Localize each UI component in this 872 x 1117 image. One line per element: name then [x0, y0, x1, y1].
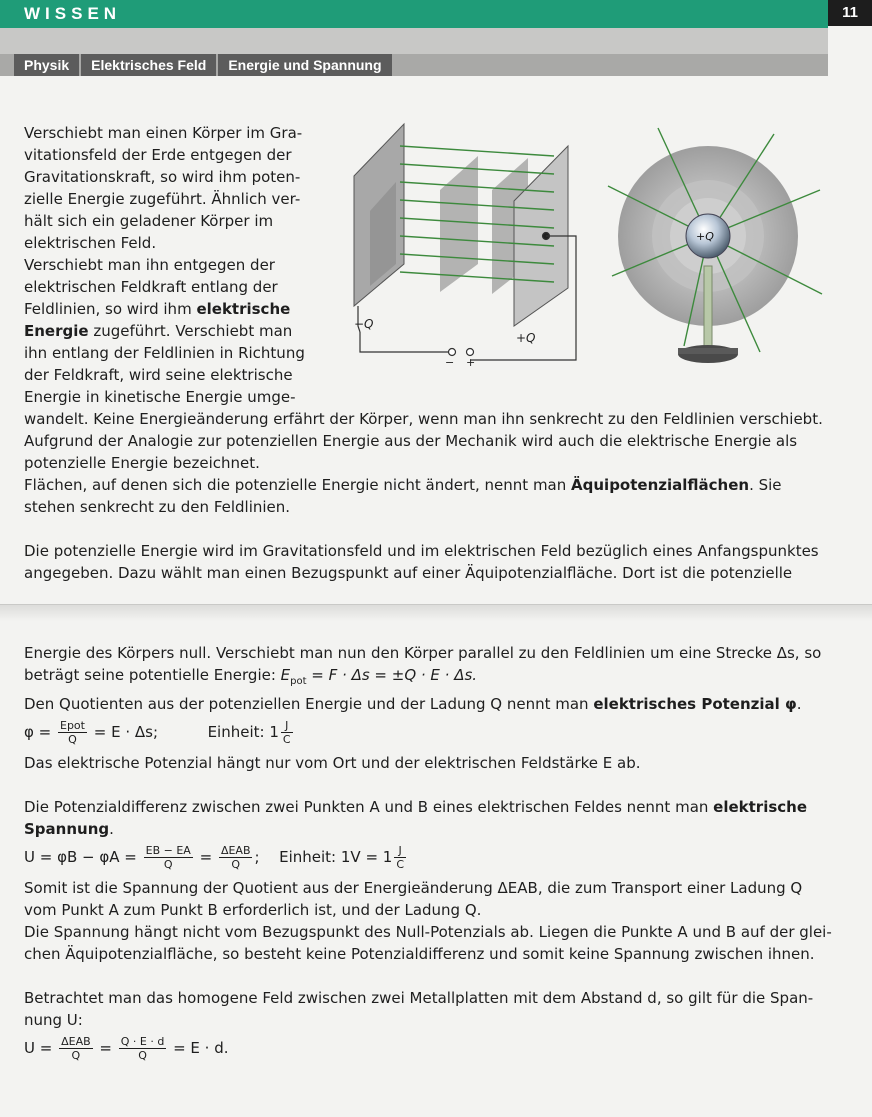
paragraph-potential-definition: Den Quotienten aus der potenziellen Energie und der Ladung Q nennt man elektrisches Potenzial φ.: [24, 695, 802, 713]
breadcrumb-item-energie-und-spannung: Energie und Spannung: [218, 54, 391, 76]
charged-sphere-diagram: [608, 128, 822, 363]
term-energie: Energie: [24, 322, 89, 340]
section-title: WISSEN: [24, 4, 122, 23]
intro-line-7: Verschiebt man ihn entgegen der: [24, 256, 275, 274]
intro-line-9: Feldlinien, so wird ihm elektrische: [24, 300, 291, 318]
formula-voltage: U = φB − φA = $\frac{EB - EA}{Q}$ = $\frac{\text{ΔEAB}}{Q}$ ; Einheit: 1V = 1 $\frac{J}{C}$: [24, 844, 405, 871]
breadcrumb-item-physik: Physik: [14, 54, 79, 76]
intro-line-2: vitationsfeld der Erde entgegen der: [24, 146, 292, 164]
term-elektrische: elektrische: [196, 300, 291, 318]
intro-line-13: Energie in kinetische Energie umge-: [24, 388, 296, 406]
field-illustration: [340, 116, 830, 376]
paragraph-equipotential: Flächen, auf denen sich die potenzielle Energie nicht ändert, nennt man Äquipotenzialflächen. Sie stehen senkrecht zu den Feldlinien.: [24, 476, 782, 516]
intro-line-12: der Feldkraft, wird seine elektrische: [24, 366, 293, 384]
label-plus-q: +Q: [516, 331, 536, 345]
intro-line-4: zielle Energie zugeführt. Ähnlich ver-: [24, 190, 301, 208]
terminal-plus: +: [466, 356, 476, 369]
header-divider-band: [0, 28, 828, 54]
breadcrumb: [0, 54, 828, 76]
term-aequipotenzialflaechen: Äquipotenzialflächen: [571, 476, 750, 494]
paragraph-reference-point: Die potenzielle Energie wird im Gravitationsfeld und im elektrischen Feld bezüglich eines Anfangspunktes angegeben. Dazu wählt man einen Bezugspunkt auf einer Äquipotenzialfläche. Dort ist die potenzielle: [24, 542, 819, 582]
paragraph-voltage-quotient: Somit ist die Spannung der Quotient aus der Energieänderung ΔEAB, die zum Transport einer Ladung Q vom Punkt A zum Punkt B erforderlich ist, und der Ladung Q.: [24, 879, 803, 919]
formula-homogeneous-voltage: U = $\frac{\text{ΔEAB}}{Q}$ = $\frac{Q \cdot E \cdot d}{Q}$ = E · d.: [24, 1035, 229, 1062]
label-minus-q: −Q: [354, 317, 374, 331]
paragraph-homogeneous-field: Betrachtet man das homogene Feld zwischen zwei Metallplatten mit dem Abstand d, so gilt für die Span-nung U:: [24, 989, 814, 1029]
sphere-charge-label: +Q: [696, 230, 714, 243]
paragraph-voltage-reference: Die Spannung hängt nicht vom Bezugspunkt des Null-Potenzials ab. Liegen die Punkte A und B auf der glei-chen Äquipotenzialfläche, so besteht keine Potenzialdifferenz und somit keine Spannung zwischen ihnen.: [24, 923, 832, 963]
paragraph-potential-energy: Energie des Körpers null. Verschiebt man nun den Körper parallel zu den Feldlinien um eine Strecke Δs, so beträgt seine potentielle Energie: $E_{pot} = F \cdot \Delta s = \pm Q \cdot E \cdot \Delta s$.: [24, 644, 822, 687]
formula-potential: φ = $\frac{\text{Epot}}{Q}$ = E · Δs; Einheit: 1 $\frac{J}{C}$: [24, 719, 291, 746]
page-fold: [0, 604, 872, 621]
term-elektrisches-potenzial: elektrisches Potenzial φ: [593, 695, 797, 713]
section-header-bar: [0, 0, 828, 28]
paragraph-energy-change: wandelt. Keine Energieänderung erfährt der Körper, wenn man ihn senkrecht zu den Feldlinien verschiebt. Aufgrund der Analogie zur potenziellen Energie aus der Mechanik wird auch die elektrische Energie als potenzielle Energie bezeichnet.: [24, 410, 823, 472]
lower-body-text: [24, 642, 834, 1068]
intro-line-3: Gravitationskraft, so wird ihm poten-: [24, 168, 301, 186]
intro-line-6: elektrischen Feld.: [24, 234, 157, 252]
terminal-minus: −: [445, 356, 455, 369]
paragraph-potential-dependency: Das elektrische Potenzial hängt nur vom Ort und der elektrischen Feldstärke E ab.: [24, 754, 641, 772]
paragraph-voltage-definition: Die Potenzialdifferenz zwischen zwei Punkten A und B eines elektrischen Feldes nennt man elektrische Spannung.: [24, 798, 808, 838]
page-number: 11: [828, 0, 872, 26]
intro-column: [24, 122, 324, 408]
intro-line-10: Energie zugeführt. Verschiebt man: [24, 322, 293, 340]
upper-body-text: [24, 408, 834, 584]
intro-line-5: hält sich ein geladener Körper im: [24, 212, 274, 230]
intro-line-1: Verschiebt man einen Körper im Gra-: [24, 124, 303, 142]
term-elektrische-spannung: elektrische Spannung: [24, 798, 808, 838]
intro-line-8: elektrischen Feldkraft entlang der: [24, 278, 278, 296]
intro-line-11: ihn entlang der Feldlinien in Richtung: [24, 344, 305, 362]
breadcrumb-item-elektrisches-feld: Elektrisches Feld: [81, 54, 216, 76]
